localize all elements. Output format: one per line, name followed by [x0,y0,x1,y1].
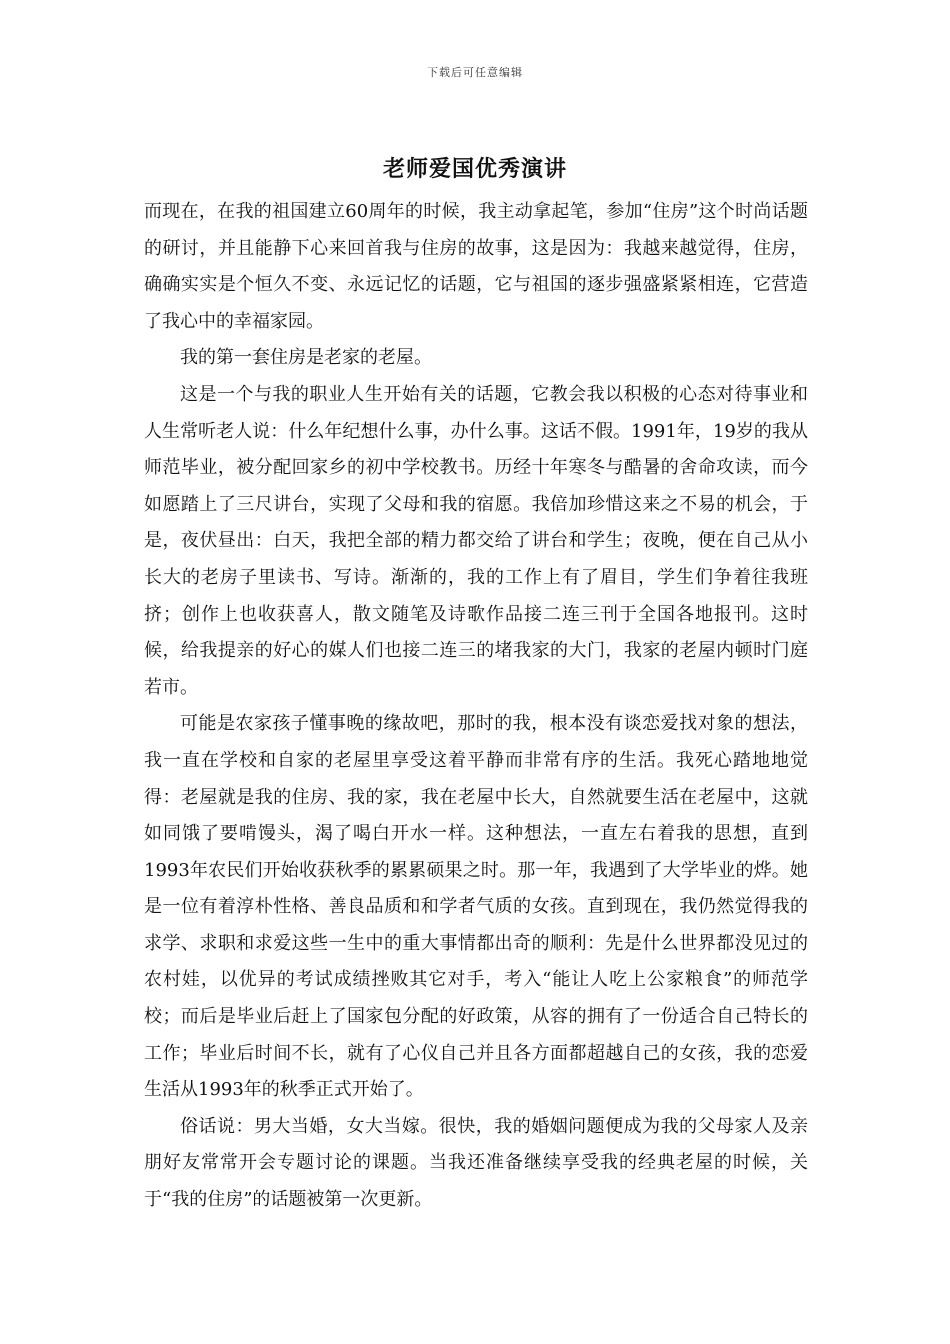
page-header-note: 下载后可任意编辑 [427,66,523,79]
paragraph-marriage: 俗话说：男大当婚，女大当嫁。很快，我的婚姻问题便成为我的父母家人及亲朋好友常常开会专题讨论的课题。当我还准备继续享受我的经典老屋的时候，关于“我的住房”的话题被第一次更新。 [144,1115,808,1211]
document-body [144,194,808,1219]
paragraph-intro: 而现在，在我的祖国建立60周年的时候，我主动拿起笔，参加“住房”这个时尚话题的研讨，并且能静下心来回首我与住房的故事，这是因为：我越来越觉得，住房，确确实实是个恒久不变、永远记忆的话题，它与祖国的逐步强盛紧紧相连，它营造了我心中的幸福家园。 [144,201,808,332]
document-title: 老师爱国优秀演讲 [382,157,567,182]
paragraph-first-house: 我的第一套住房是老家的老屋。 [180,347,432,369]
paragraph-career: 这是一个与我的职业人生开始有关的话题，它教会我以积极的心态对待事业和人生常听老人说：什么年纪想什么事，办什么事。这话不假。1991年，19岁的我从师范毕业，被分配回家乡的初中学校教书。历经十年寒冬与酷暑的舍命攻读，而今如愿踏上了三尺讲台，实现了父母和我的宿愿。我倍加珍惜这来之不易的机会，于是，夜伏昼出：白天，我把全部的精力都交给了讲台和学生；夜晚，便在自己从小长大的老房子里读书、写诗。渐渐的，我的工作上有了眉目，学生们争着往我班挤；创作上也收获喜人，散文随笔及诗歌作品接二连三刊于全国各地报刊。这时候，给我提亲的好心的媒人们也接二连三的堵我家的大门，我家的老屋内顿时门庭若市。 [144,383,808,698]
paragraph-romance: 可能是农家孩子懂事晚的缘故吧，那时的我，根本没有谈恋爱找对象的想法，我一直在学校和自家的老屋里享受这着平静而非常有序的生活。我死心踏地地觉得：老屋就是我的住房、我的家，我在老屋中长大，自然就要生活在老屋中，这就如同饿了要啃馒头，渴了喝白开水一样。这种想法，一直左右着我的思想，直到1993年农民们开始收获秋季的累累硕果之时。那一年，我遇到了大学毕业的烨。她是一位有着淳朴性格、善良品质和和学者气质的女孩。直到现在，我仍然觉得我的求学、求职和求爱这些一生中的重大事情都出奇的顺利：先是什么世界都没见过的农村娃，以优异的考试成绩挫败其它对手，考入“能让人吃上公家粮食”的师范学校；而后是毕业后赶上了国家包分配的好政策，从容的拥有了一份适合自己特长的工作；毕业后时间不长，就有了心仪自己并且各方面都超越自己的女孩，我的恋爱生活从1993年的秋季正式开始了。 [144,713,808,1101]
